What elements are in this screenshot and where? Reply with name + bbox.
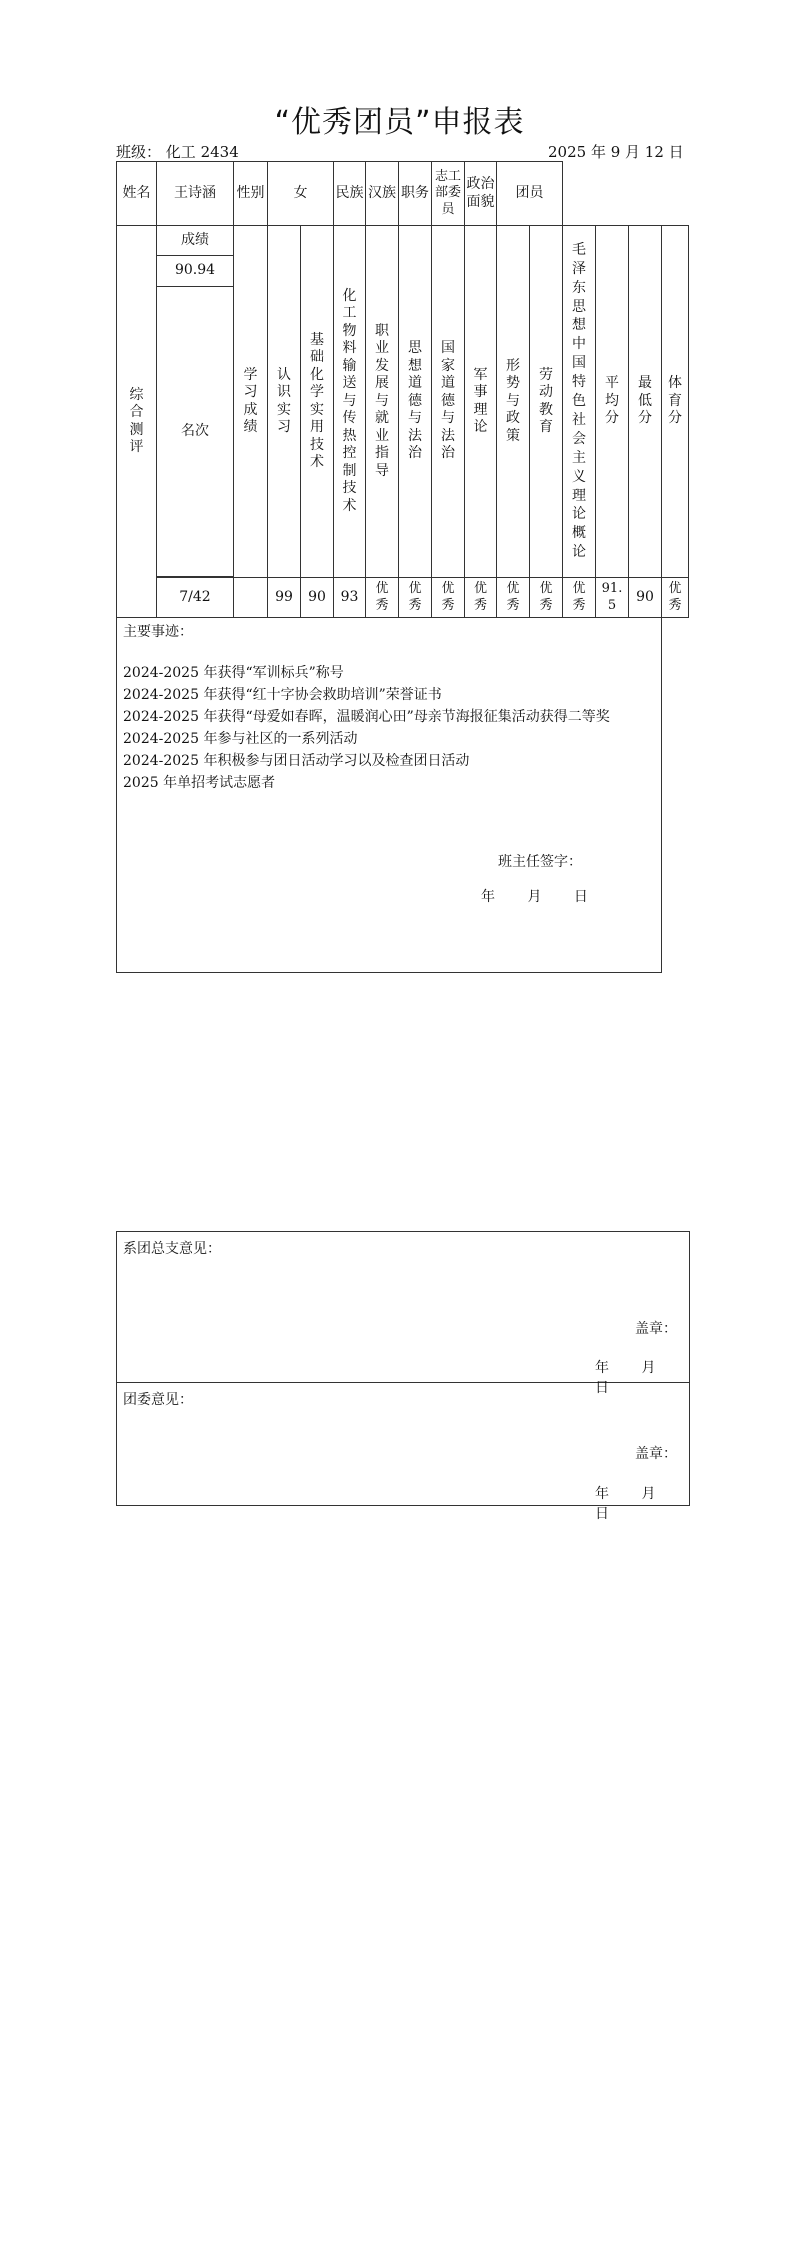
deed-item: 2024-2025 年积极参与团日活动学习以及检查团日活动	[123, 752, 470, 769]
course-8-name: 劳动教育	[539, 366, 553, 435]
course-6-value	[465, 578, 497, 618]
course-9-value	[563, 578, 596, 618]
course-2-value: 93	[334, 578, 366, 618]
political-value: 团员	[497, 162, 563, 226]
date-month: 月	[527, 889, 542, 905]
class-info	[116, 141, 239, 162]
course-4	[399, 226, 432, 578]
committee-date	[595, 1483, 689, 1523]
score-value: 90.94	[157, 256, 234, 287]
gender-label: 性别	[234, 162, 268, 226]
deeds-row	[117, 618, 689, 973]
course-9-name: 毛泽东思想中国特色社会主义理论概论	[572, 241, 586, 561]
course-9	[563, 226, 596, 578]
course-4-value	[399, 578, 432, 618]
course-7-name: 形势与政策	[506, 357, 520, 444]
name-label: 姓名	[117, 162, 157, 226]
course-1-name: 基础化学实用技术	[310, 331, 324, 470]
study-label	[234, 226, 268, 578]
course-6	[465, 226, 497, 578]
date-year: 年	[481, 889, 495, 905]
score-label: 成绩	[157, 226, 234, 256]
committee-opinion-label: 团委意见：	[123, 1392, 193, 1408]
class-value: 化工 2434	[165, 143, 239, 161]
course-10-value	[596, 578, 629, 618]
date-day: 日	[595, 1380, 609, 1396]
gender-value: 女	[268, 162, 334, 226]
form-date: 2025 年 9 月 12 日	[548, 143, 684, 161]
teacher-signature-date	[481, 889, 655, 907]
rank-label: 名次	[157, 287, 234, 577]
teacher-signature-label: 班主任签字：	[498, 853, 582, 870]
course-11-name: 最低分	[638, 375, 652, 427]
date-month: 月	[641, 1486, 656, 1502]
score-label-row	[117, 226, 689, 256]
course-6-name: 军事理论	[473, 366, 488, 435]
date-month: 月	[641, 1360, 656, 1376]
course-9-value-text: 优秀	[572, 581, 586, 613]
ethnicity-value: 汉族	[366, 162, 399, 226]
course-8-value	[530, 578, 563, 618]
course-10	[596, 226, 629, 578]
political-label: 政治面貌	[465, 162, 497, 226]
evaluation-label-text: 综合测评	[129, 386, 144, 455]
ethnicity-label: 民族	[334, 162, 366, 226]
course-12-name: 体育分	[668, 375, 682, 427]
course-11	[629, 226, 662, 578]
date-day: 日	[595, 1506, 609, 1522]
course-3-name: 职业发展与就业指导	[375, 322, 389, 479]
study-score-blank	[234, 578, 268, 618]
deed-item: 2024-2025 年获得“母爱如春晖，温暖润心田”母亲节海报征集活动获得二等奖	[123, 708, 610, 725]
evaluation-label	[117, 226, 157, 618]
rank-value: 7/42	[157, 578, 234, 618]
course-0	[268, 226, 301, 578]
course-3-value-text: 优秀	[375, 581, 389, 613]
deed-item: 2024-2025 年参与社区的一系列活动	[123, 730, 358, 747]
course-8	[530, 226, 563, 578]
study-label-text: 学习成绩	[243, 366, 258, 435]
dept-seal-label: 盖章：	[635, 1321, 677, 1337]
course-1-value: 90	[301, 578, 334, 618]
course-4-name: 思想道德与法治	[408, 340, 422, 462]
course-11-value: 90	[629, 578, 662, 618]
course-12	[662, 226, 689, 578]
course-10-value-text: 91.5	[601, 581, 623, 613]
course-5-value	[432, 578, 465, 618]
course-8-value-text: 优秀	[539, 581, 553, 613]
dept-opinion-label: 系团总支意见：	[123, 1241, 221, 1257]
deed-item: 2024-2025 年获得“军训标兵”称号	[123, 664, 344, 681]
form-title: “优秀团员”申报表	[274, 105, 525, 140]
course-12-value-text: 优秀	[668, 581, 682, 613]
date-year: 年	[595, 1486, 609, 1502]
application-table	[116, 161, 689, 973]
date-day: 日	[573, 889, 588, 905]
name-value: 王诗涵	[157, 162, 234, 226]
course-5	[432, 226, 465, 578]
course-2-name: 化工物料输送与传热控制技术	[342, 287, 357, 514]
dept-opinion-section	[117, 1232, 689, 1396]
course-1	[301, 226, 334, 578]
course-5-name: 国家道德与法治	[441, 340, 455, 462]
committee-opinion-section	[117, 1383, 689, 1522]
position-value: 志工部委员	[432, 162, 465, 226]
course-3-value	[366, 578, 399, 618]
committee-seal-label: 盖章：	[635, 1446, 677, 1462]
course-6-value-text: 优秀	[473, 581, 487, 613]
course-10-name: 平均分	[605, 375, 619, 427]
course-5-value-text: 优秀	[441, 581, 455, 613]
course-12-value	[662, 578, 689, 618]
class-label: 班级：	[116, 143, 162, 161]
values-row	[117, 578, 689, 618]
course-0-name: 认识实习	[277, 366, 291, 435]
deeds-label: 主要事迹：	[123, 624, 193, 640]
course-4-value-text: 优秀	[408, 581, 422, 613]
course-7	[497, 226, 530, 578]
course-0-value: 99	[268, 578, 301, 618]
course-7-value-text: 优秀	[506, 581, 520, 613]
opinion-box	[116, 1231, 690, 1522]
deed-item: 2025 年单招考试志愿者	[123, 774, 276, 791]
course-2	[334, 226, 366, 578]
course-3	[366, 226, 399, 578]
basic-info-row	[117, 162, 689, 226]
deed-item: 2024-2025 年获得“红十字协会救助培训”荣誉证书	[123, 686, 442, 703]
position-label: 职务	[399, 162, 432, 226]
date-year: 年	[595, 1360, 609, 1376]
deeds-section	[117, 618, 662, 973]
course-7-value	[497, 578, 530, 618]
